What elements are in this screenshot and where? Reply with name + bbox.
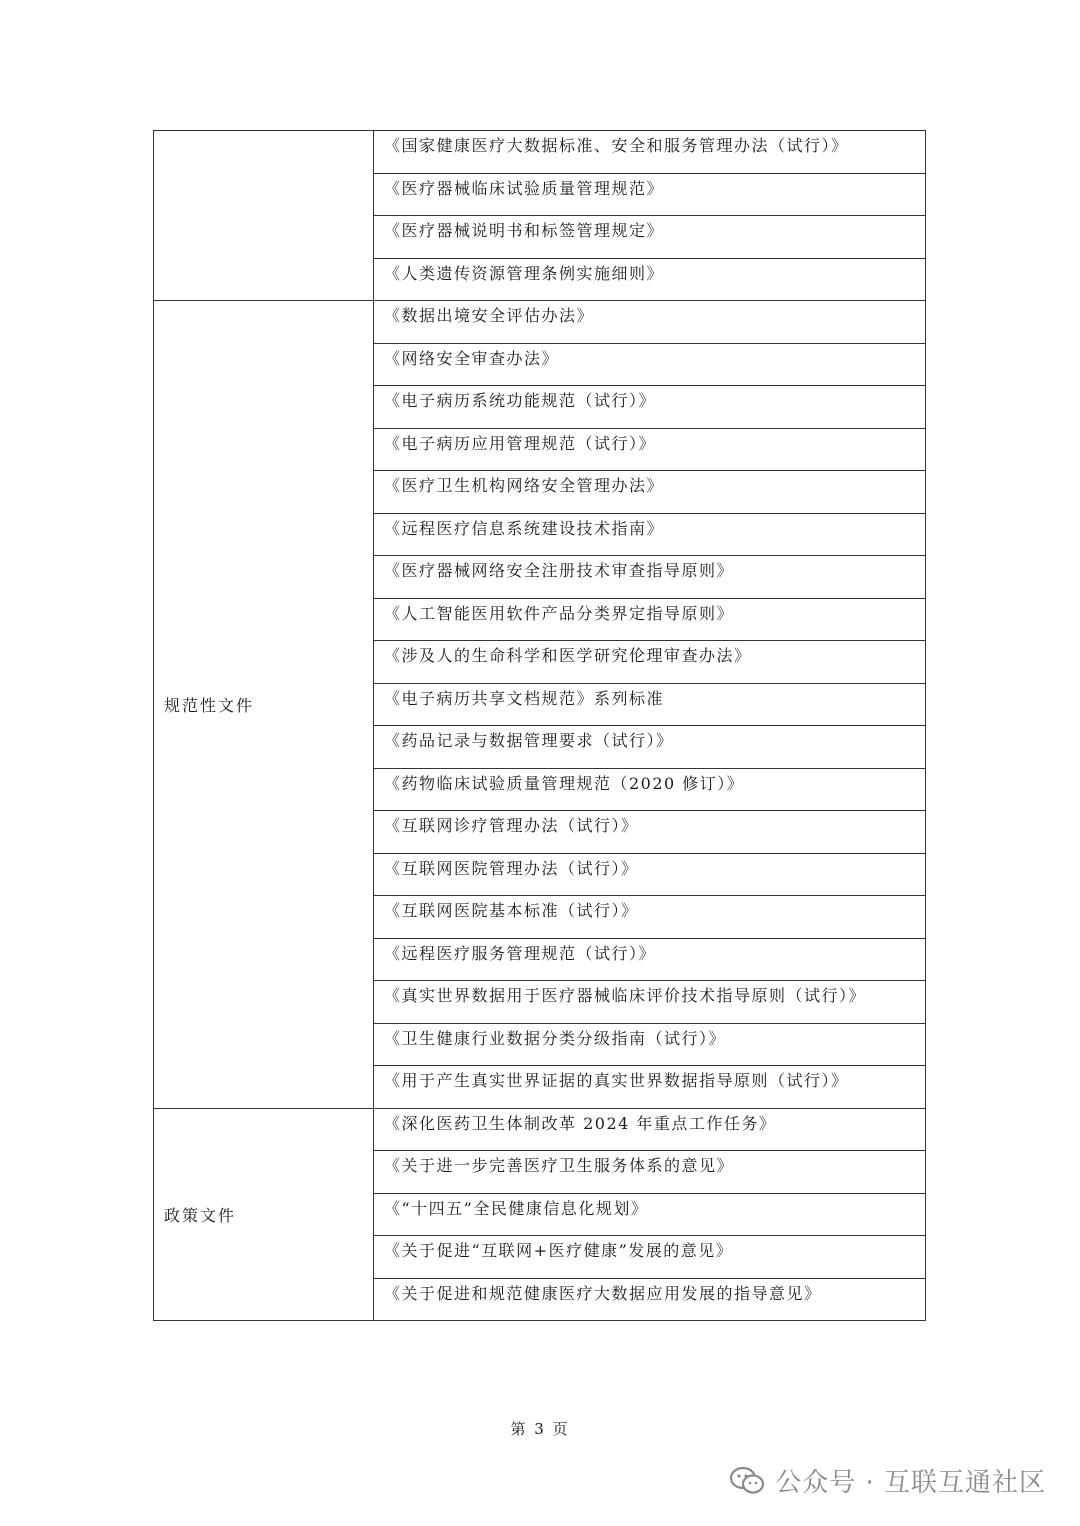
document-title-cell: 《电子病历系统功能规范（试行）》: [374, 386, 926, 429]
document-title-cell: 《药品记录与数据管理要求（试行）》: [374, 726, 926, 769]
watermark-text: 公众号 · 互联互通社区: [775, 1468, 1046, 1498]
document-title-cell: 《医疗器械说明书和标签管理规定》: [374, 216, 926, 259]
page-number: 第 3 页: [510, 1420, 570, 1438]
table-row: [154, 131, 926, 174]
document-title-cell: 《关于促进“互联网+医疗健康”发展的意见》: [374, 1236, 926, 1279]
document-title-cell: 《医疗卫生机构网络安全管理办法》: [374, 471, 926, 514]
document-title-cell: 《互联网诊疗管理办法（试行）》: [374, 811, 926, 854]
document-title-cell: 《网络安全审查办法》: [374, 343, 926, 386]
document-title-cell: 《电子病历应用管理规范（试行）》: [374, 428, 926, 471]
document-title-cell: 《深化医药卫生体制改革 2024 年重点工作任务》: [374, 1108, 926, 1151]
document-title-cell: 《用于产生真实世界证据的真实世界数据指导原则（试行）》: [374, 1066, 926, 1109]
document-title-cell: 《真实世界数据用于医疗器械临床评价技术指导原则（试行）》: [374, 981, 926, 1024]
document-title-cell: 《互联网医院基本标准（试行）》: [374, 896, 926, 939]
document-title-cell: 《人工智能医用软件产品分类界定指导原则》: [374, 598, 926, 641]
watermark: [729, 1462, 1046, 1499]
document-title-cell: 《卫生健康行业数据分类分级指南（试行）》: [374, 1023, 926, 1066]
table-row: [154, 1108, 926, 1151]
document-title-cell: 《人类遗传资源管理条例实施细则》: [374, 258, 926, 301]
document-title-cell: 《国家健康医疗大数据标准、安全和服务管理办法（试行）》: [374, 131, 926, 174]
category-cell: [154, 131, 374, 301]
document-title-cell: 《互联网医院管理办法（试行）》: [374, 853, 926, 896]
wechat-icon: [729, 1466, 765, 1496]
category-cell: 规范性文件: [154, 301, 374, 1109]
document-table: [153, 130, 926, 1321]
document-title-cell: 《医疗器械临床试验质量管理规范》: [374, 173, 926, 216]
document-title-cell: 《“十四五”全民健康信息化规划》: [374, 1193, 926, 1236]
document-title-cell: 《远程医疗服务管理规范（试行）》: [374, 938, 926, 981]
document-title-cell: 《药物临床试验质量管理规范（2020 修订）》: [374, 768, 926, 811]
document-title-cell: 《关于促进和规范健康医疗大数据应用发展的指导意见》: [374, 1278, 926, 1321]
document-title-cell: 《涉及人的生命科学和医学研究伦理审查办法》: [374, 641, 926, 684]
document-title-cell: 《关于进一步完善医疗卫生服务体系的意见》: [374, 1151, 926, 1194]
table-row: [154, 301, 926, 344]
document-title-cell: 《数据出境安全评估办法》: [374, 301, 926, 344]
document-title-cell: 《远程医疗信息系统建设技术指南》: [374, 513, 926, 556]
category-cell: 政策文件: [154, 1108, 374, 1321]
document-title-cell: 《医疗器械网络安全注册技术审查指导原则》: [374, 556, 926, 599]
document-title-cell: 《电子病历共享文档规范》系列标准: [374, 683, 926, 726]
